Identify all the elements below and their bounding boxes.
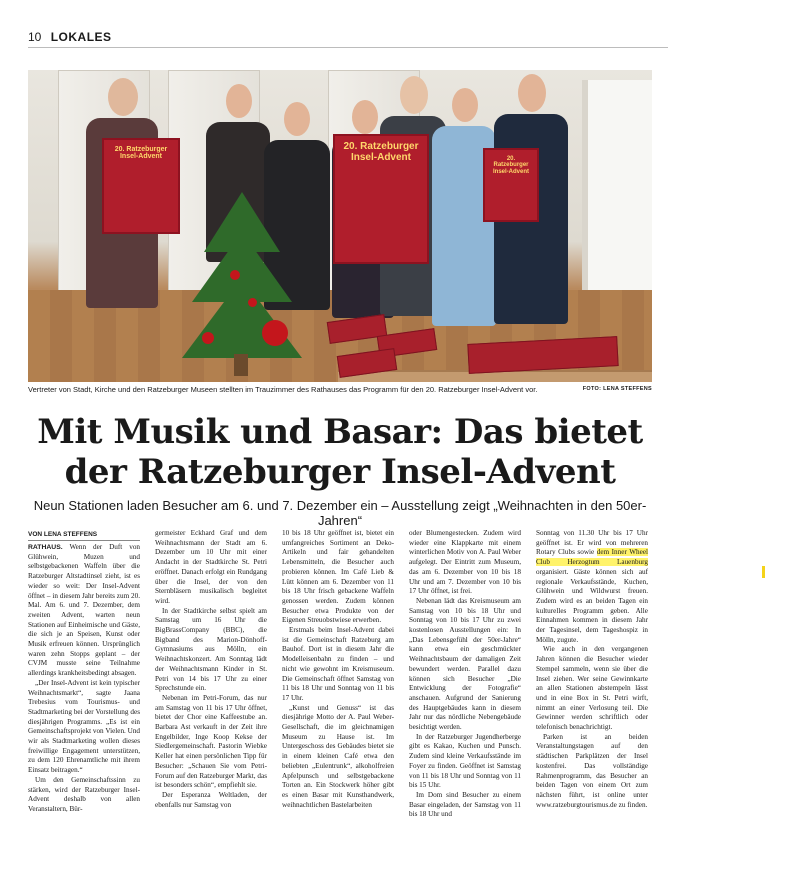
paragraph: Parken ist an beiden Veranstaltungstagen auf den städtischen Parkplätzen der Insel kostenfrei. Das vollständige Rahmenprogramm, das Besucher an beiden Tagen von einem Ort zum nächsten führt, ist online unter www.ratzeburgtourismus.de zu finden. xyxy=(536,732,648,809)
highlight-margin-marker xyxy=(762,566,765,578)
paragraph-text: organisiert. Gäste können sich auf regionale Verkaufsstände, Kuchen, Glühwein und Wildwurst freuen. Zudem wird es an beiden Tagen ein kulturelles Programm geben. Alle Einnahmen kommen in diesem Jahr der Tagesinsel, dem Tageshospiz in Mölln, zugute. xyxy=(536,567,648,644)
paragraph: In der Stadtkirche selbst spielt am Samstag um 16 Uhr die BigBrassCompany (BBC), die Bigband des Marion-Dönhoff-Gymnasiums aus Mölln, ein Weihnachtskonzert. Am Sonntag lädt der Weihnachtsmann Kinder in St. Petri von 14 bis 17 Uhr zu einer Sprechstunde ein. xyxy=(155,606,267,693)
paragraph: Nebenan im Petri-Forum, das nur am Samstag von 11 bis 17 Uhr öffnet, bietet der Chor eine Kaffeestube an. Barbara Ast verkauft in der Zeit ihre Engelbilder, Inge Koop Kekse der Siedlergemeinschaft. Pastorin Wiebke Keller hat einen persönlichen Tipp für Besucher: „Schauen Sie vom Petri-Forum auf den Ratzeburger Markt, das ist besonders schön“, empfiehlt sie. xyxy=(155,693,267,790)
paragraph: Nebenan lädt das Kreismuseum am Samstag von 10 bis 18 Uhr und Sonntag von 10 bis 17 Uhr zu zwei kostenlosen Ausstellungen ein: In „Das Lebensgefühl der 50er-Jahre“ kann etwa ein geschmückter Weihnachtsbaum der damaligen Zeit bewundert werden. Parallel dazu können sich Besucher „Die Entwicklung der Fotografie“ anschauen. Aufgrund der Sanierung des Hauptgebäudes kann in diesem Jahr nur das nördliche Nebengebäude besichtigt werden. xyxy=(409,596,521,732)
page-number: 10 xyxy=(28,30,42,44)
paragraph: Wie auch in den vergangenen Jahren können die Besucher wieder Stempel sammeln, wenn sie über die Insel ziehen. Wer seine Gewinnkarte an allen Stationen abstempeln lässt und in eine Box in St. Petri wirft, nimmt an einer Verlosung teil. Die Gewinner werden schriftlich oder telefonisch benachrichtigt. xyxy=(536,645,648,732)
paragraph: „Der Insel-Advent ist kein typischer Weihnachtsmarkt“, sagte Jaana Trebesius vom Tourismus- und Stadtmarketing bei der Vorstellung des diesjährigen Programms. „Es ist ein Gemeinschaftsprojekt von Vielen. Und wir als Stadtmarketing wollen dieses freiwillige Engagement unterstützen, zu dem 120 Ehrenamtliche mit ihrem Einsatz beitragen.“ xyxy=(28,678,141,775)
section-title: LOKALES xyxy=(50,30,112,44)
dateline: RATHAUS. xyxy=(28,544,63,551)
paragraph: „Kunst und Genuss“ ist das diesjährige Motto der A. Paul Weber-Gesellschaft, die im gleichnamigen Museum zu Hause ist. Im Untergeschoss des Gebäudes bietet sie in einem kleinen Café etwa den beliebten „Eulentrunk“, alkoholfreien Apfelpunsch und selbstgebackene Torten an. Ein Stockwerk höher gibt es einen Basar mit Kunsthandwerk, weihnachtlichen Bastelarbeiten xyxy=(282,703,394,809)
byline: VON LENA STEFFENS xyxy=(28,531,140,541)
text-column-1 xyxy=(28,543,140,815)
paragraph: germeister Eckhard Graf und dem Weihnachtsmann der Stadt am 6. Dezember um 10 Uhr mit einer Andacht in der Stadtkirche St. Petri eröffnet. Danach erfolgt ein Rundgang über die Insel, der von den Sternbläsern musikalisch begleitet wird. xyxy=(155,529,267,605)
event-poster xyxy=(483,148,539,222)
poster-title: 20. Ratzeburger Insel-Advent xyxy=(492,156,529,175)
paragraph: 10 bis 18 Uhr geöffnet ist, bietet ein umfangreiches Sortiment an Deko-Artikeln und fair gehandelten Lebensmitteln, die Besucher auch probieren können. Im Café Lieb & Lütt können am 6. Dezember von 11 bis 18 Uhr frisch gebackene Waffeln genossen werden. Zudem können Besucher etwa Produkte von der Eigenen Streuobstwiese erwerben. xyxy=(282,529,394,625)
paragraph: Um den Gemeinschaftssinn zu stärken, wird der Ratzeburger Insel-Advent deshalb von allen Veranstaltern, Bür- xyxy=(28,775,140,813)
photo-credit: FOTO: LENA STEFFENS xyxy=(582,386,652,392)
headline-line-1: Mit Musik und Basar: Das bietet xyxy=(37,412,643,452)
article-subheadline: Neun Stationen laden Besucher am 6. und 7. Dezember ein – Ausstellung zeigt „Weihnachten in den 50er-Jahren“ xyxy=(33,498,647,528)
highlighted-text: dem Inner Wheel Club Herzogtum Lauenburg xyxy=(536,548,649,567)
paragraph: oder Blumengestecken. Zudem wird wieder eine Klappkarte mit einem winterlichen Motiv von A. Paul Weber aufgelegt. Der Eintritt zum Museum, das am 6. Dezember von 10 bis 18 Uhr und am 7. Dezember von 10 bis 17 Uhr öffnet, ist frei. xyxy=(409,529,521,596)
photo-window xyxy=(582,80,652,310)
paragraph-text: Wenn der Duft von Glühwein, Muzen und selbstgebackenen Waffeln über die Ratzeburger Altstadtinsel zieht, ist es wieder so weit: Der Insel-Advent öffnet – in diesem Jahr bereits zum 20. Mal. Am 6. und 7. Dezember, dem zweiten Advent, warten neun Stationen auf Einheimische und Gäste, die sich je an Speisen, Kunst oder Musik erfreuen können. Ursprünglich waren zehn Stopps geplant – der CVJM musste seine Teilnahme allerdings krankheitsbedingt absagen. xyxy=(28,543,141,678)
page-header xyxy=(28,30,668,48)
text-column-2 xyxy=(155,529,267,810)
paragraph: Erstmals beim Insel-Advent dabei ist die Gemeinschaft Ratzeburg am Bauhof. Dort ist in diesem Jahr die Modelleisenbahn zu finden – und nicht wie gewohnt im Kreismuseum. Die Gemeinschaft öffnet Samstag von 11 bis 18 Uhr und Sonntag von 11 bis 17 Uhr. xyxy=(282,626,394,702)
paragraph: Der Esperanza Weltladen, der ebenfalls nur Samstag von xyxy=(155,790,267,809)
paragraph: Im Dom sind Besucher zu einem Basar eingeladen, der Samstag von 11 bis 18 Uhr und xyxy=(409,790,521,819)
text-column-5 xyxy=(536,529,648,810)
event-poster xyxy=(102,138,180,234)
text-column-4 xyxy=(409,529,521,820)
poster-title: 20. Ratzeburger Insel-Advent xyxy=(114,146,168,161)
headline-line-2: der Ratzeburger Insel-Advent xyxy=(64,452,616,492)
paragraph-text: Sonntag von 11.30 Uhr bis 17 Uhr geöffnet ist. Er wird von mehreren Rotary Clubs sowie xyxy=(536,529,648,557)
photo-caption xyxy=(28,385,652,397)
text-column-3 xyxy=(282,529,394,810)
event-poster xyxy=(333,134,429,264)
paragraph: In der Ratzeburger Jugendherberge gibt es Kakao, Kuchen und Punsch. Zudem sind kleine Verkaufsstände im Foyer zu finden. Geöffnet ist Samstag von 11 bis 18 Uhr und Sonntag von 11 bis 15 Uhr. xyxy=(409,732,521,790)
poster-title: 20. Ratzeburger Insel-Advent xyxy=(343,141,419,163)
caption-text: Vertreter von Stadt, Kirche und den Ratzeburger Museen stellten im Trauzimmer des Rathauses das Programm für den 20. Ratzeburger Insel-Advent vor. xyxy=(28,385,538,394)
article-headline xyxy=(28,412,652,492)
paragraph xyxy=(28,543,140,679)
article-photo xyxy=(28,70,652,382)
paragraph xyxy=(536,529,648,645)
